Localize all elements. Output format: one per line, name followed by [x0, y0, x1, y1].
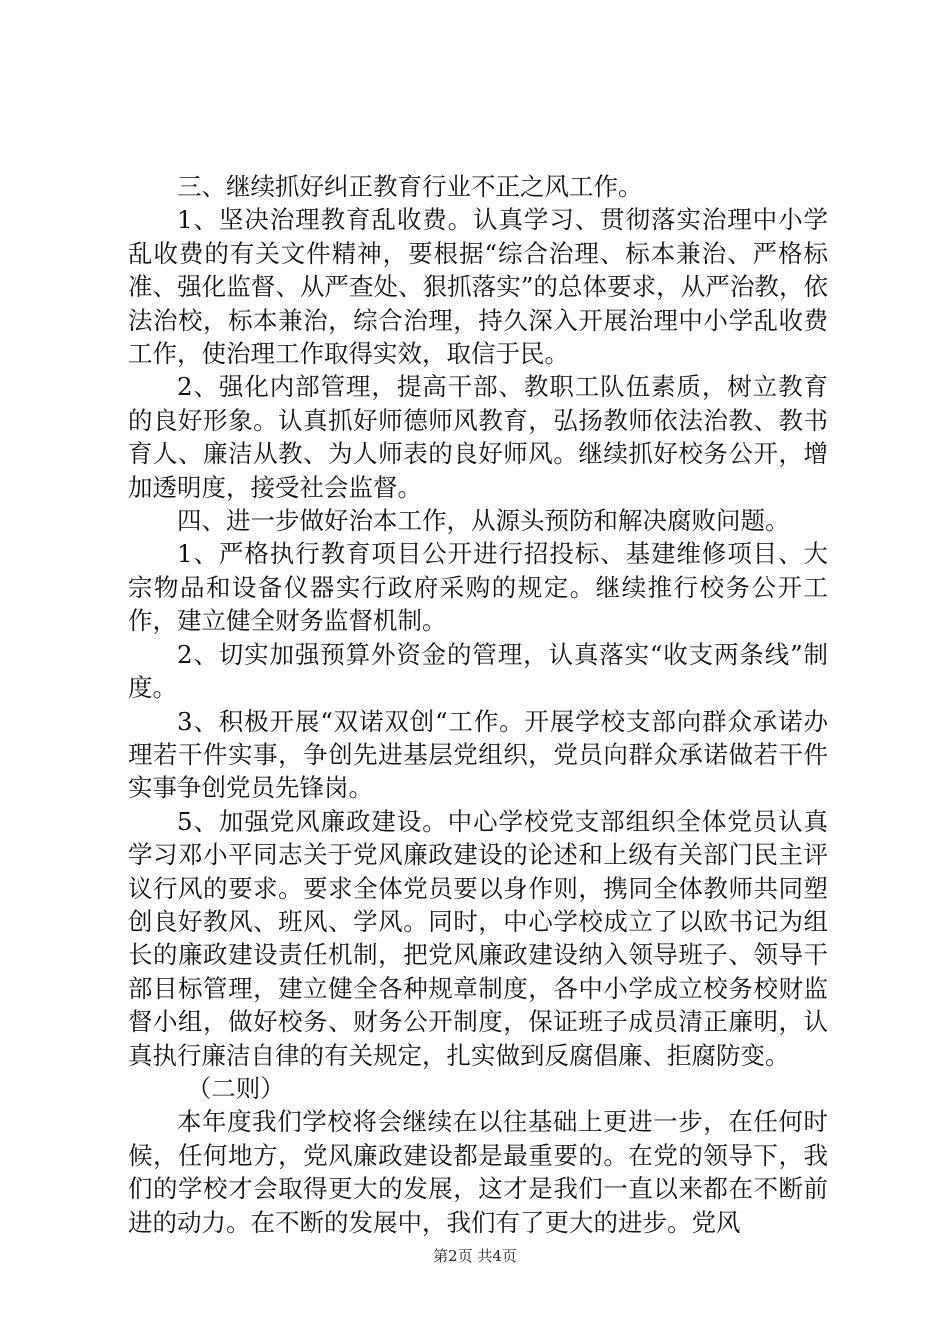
page-footer: 第2页 共4页	[433, 1247, 517, 1265]
section-heading-4: 四、进一步做好治本工作，从源头预防和解决腐败问题。	[177, 506, 790, 536]
paragraph-fee-control: 1、坚决治理教育乱收费。认真学习、贯彻落实治理中小学乱收费的有关文件精神，要根据“综合治理、标本兼治、严格标准、强化监督、从严查处、狠抓落实”的总体要求，从严治教，依法治校，标本兼治，综合治理，持久深入开展治理中小学乱收费工作，使治理工作取得实效，取信于民。	[128, 205, 828, 369]
section-heading-3: 三、继续抓好纠正教育行业不正之风工作。	[177, 172, 643, 201]
paragraph-budget: 2、切实加强预算外资金的管理，认真落实“收支两条线”制度。	[128, 639, 828, 703]
document-body	[128, 170, 828, 1239]
paragraph-bidding: 1、严格执行教育项目公开进行招投标、基建维修项目、大宗物品和设备仪器实行政府采购的规定。继续推行校务公开工作，建立健全财务监督机制。	[128, 539, 828, 636]
paragraph-party-conduct: 5、加强党风廉政建设。中心学校党支部组织全体党员认真学习邓小平同志关于党风廉政建设的论述和上级有关部门民主评议行风的要求。要求全体党员要以身作则，携同全体教师共同塑创良好教风、班风、学风。同时，中心学校成立了以欧书记为组长的廉政建设责任机制，把党风廉政建设纳入领导班子、领导干部目标管理，建立健全各种规章制度，各中小学成立校务校财监督小组，做好校务、财务公开制度，保证班子成员清正廉明，认真执行廉洁自律的有关规定，扎实做到反腐倡廉、拒腐防变。	[128, 806, 828, 1070]
paragraph-annual-plan: 本年度我们学校将会继续在以往基础上更进一步，在任何时候，任何地方，党风廉政建设都是最重要的。在党的领导下，我们的学校才会取得更大的发展，这才是我们一直以来都在不断前进的动力。在不断的发展中，我们有了更大的进步。党风	[128, 1107, 828, 1237]
paragraph-double-promise: 3、积极开展“双诺双创“工作。开展学校支部向群众承诺办理若干件实事，争创先进基层党组织，党员向群众承诺做若干件实事争创党员先锋岗。	[128, 706, 828, 803]
paragraph-internal-management: 2、强化内部管理，提高干部、教职工队伍素质，树立教育的良好形象。认真抓好师德师风教育，弘扬教师依法治教、教书育人、廉洁从教、为人师表的良好师风。继续抓好校务公开，增加透明度，接受社会监督。	[128, 372, 828, 502]
section-label-second: （二则）	[186, 1073, 285, 1103]
